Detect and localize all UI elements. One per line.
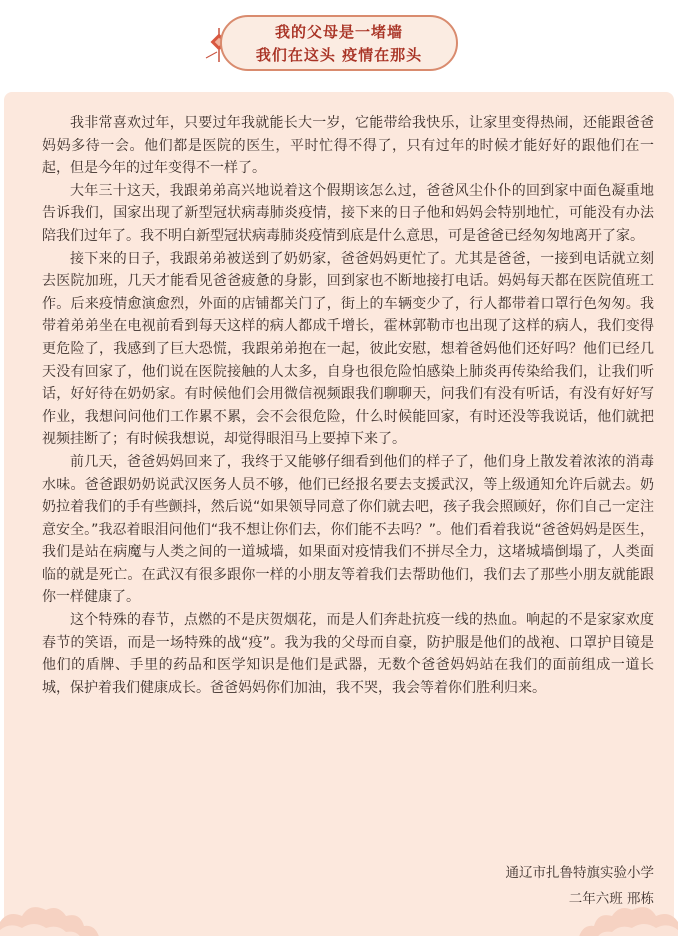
paragraph-5: 这个特殊的春节，点燃的不是庆贺烟花，而是人们奔赴抗疫一线的热血。响起的不是家家欢度春节的笑语，而是一场特殊的战“疫”。我为我的父母而自豪，防护服是他们的战袍、口罩护目镜是他们的盾牌、手里的药品和医学知识是他们是武器，无数个爸爸妈妈站在我们的面前组成一道长城，保护着我们健康成长。爸爸妈妈你们加油，我不哭，我会等着你们胜利归来。 (42, 612, 654, 696)
title-line-2: 我们在这头 疫情在那头 (255, 46, 423, 64)
paragraph-3: 接下来的日子，我跟弟弟被送到了奶奶家，爸爸妈妈更忙了。尤其是爸爸，一接到电话就立刻去医院加班，几天才能看见爸爸疲惫的身影，回到家也不断地接打电话。妈妈每天都在医院值班工作。后来疫情愈演愈烈，外面的店铺都关门了，街上的车辆变少了，行人都带着口罩行色匆匆。我带着弟弟坐在电视前看到每天这样的病人都成千增长，霍林郭勒市也出现了这样的病人，我们变得更危险了，我感到了巨大恐慌，我跟弟弟抱在一起，彼此安慰，想着爸妈他们还好吗？他们已经几天没有回家了，他们说在医院接触的人太多，自身也很危险怕感染上肺炎再传染给我们，让我们听话，好好待在奶奶家。有时候他们会用微信视频跟我们聊聊天，问我们有没有听话，有没有好好写作业，我想问问他们工作累不累，会不会很危险，什么时候能回家，有时还没等我说话，他们就把视频挂断了；有时候我想说，却觉得眼泪马上要掉下来了。 (42, 250, 654, 448)
cloud-left-icon (0, 900, 110, 936)
signature-school: 通辽市扎鲁特旗实验小学 (505, 865, 654, 881)
paragraph-1: 我非常喜欢过年，只要过年我就能长大一岁，它能带给我快乐，让家里变得热闹，还能跟爸爸妈妈多待一会。他们都是医院的医生，平时忙得不得了，只有过年的时候才能好好的跟他们在一起，但是今年的过年变得不一样了。 (42, 115, 654, 177)
paragraph-4: 前几天，爸爸妈妈回来了，我终于又能够仔细看到他们的样子了，他们身上散发着浓浓的消毒水味。爸爸跟奶奶说武汉医务人员不够，他们已经报名要去支援武汉，等上级通知允许后就去。奶奶拉着我们的手有些颤抖，然后说“如果领导同意了你们就去吧，孩子我会照顾好，你们自己一定注意安全。”我忍着眼泪问他们“我不想让你们去，你们能不去吗？”。他们看着我说“爸爸妈妈是医生，我们是站在病魔与人类之间的一道城墙，如果面对疫情我们不拼尽全力，这堵城墙倒塌了，人类面临的就是死亡。在武汉有很多跟你一样的小朋友等着我们去帮助他们，我们去了那些小朋友就能跟你一样健康了。 (42, 453, 654, 606)
article-body (42, 112, 654, 699)
title-line-1: 我的父母是一堵墙 (274, 23, 403, 41)
signature-class-author: 二年六班 邢栋 (568, 891, 654, 907)
cloud-right-icon (568, 900, 678, 936)
paragraph-2: 大年三十这天，我跟弟弟高兴地说着这个假期该怎么过，爸爸风尘仆仆的回到家中面色凝重地告诉我们，国家出现了新型冠状病毒肺炎疫情，接下来的日子他和妈妈会特别地忙，可能没有办法陪我们过年了。我不明白新型冠状病毒肺炎疫情到底是什么意思，可是爸爸已经匆匆地离开了家。 (42, 182, 654, 244)
title-banner (220, 15, 458, 71)
